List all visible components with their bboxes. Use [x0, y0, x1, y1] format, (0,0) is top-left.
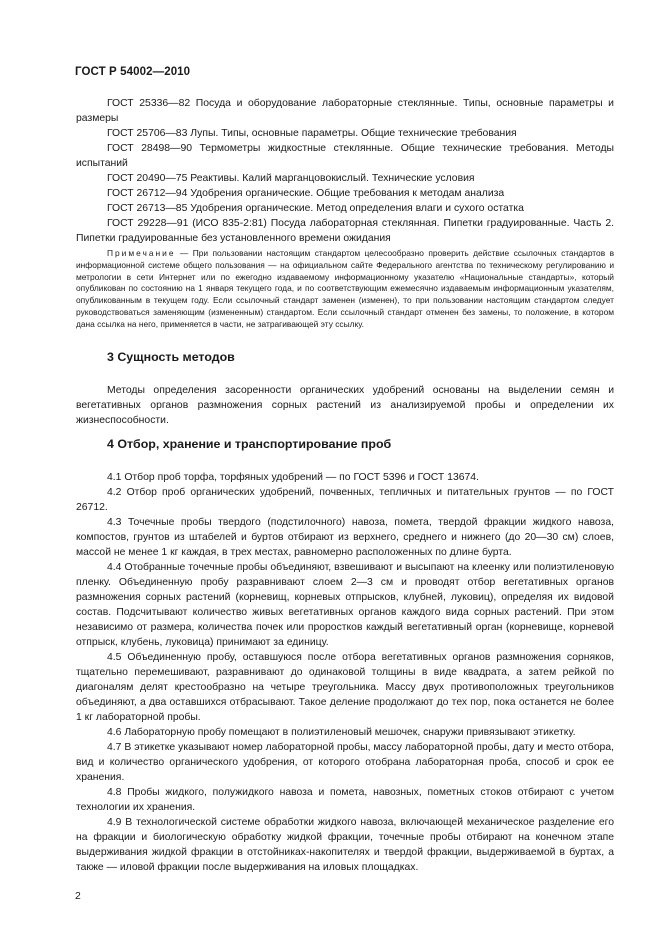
- reference-item: ГОСТ 28498—90 Термометры жидкостные стеклянные. Общие технические требования. Методы испытаний: [76, 143, 614, 169]
- paragraph-4-8: 4.8 Пробы жидкого, полужидкого навоза и помета, навозных, пометных стоков отбирают с учетом технологии их хранения.: [76, 787, 614, 813]
- paragraph-4-7: 4.7 В этикетке указывают номер лабораторной пробы, массу лабораторной пробы, дату и место отбора, вид и количество органического удобрения, от которого отобрана лабораторная проба, способ и срок ее хранения.: [76, 742, 614, 783]
- paragraph-4-5: 4.5 Объединенную пробу, оставшуюся после отбора вегетативных органов размножения сорняков, тщательно перемешивают, разравнивают до одинаковой толщины в виде квадрата, а затем рейкой по диагоналям делят крестообразно на четыре треугольника. Массу двух противоположных треугольников объединяют, а два оставшихся отбрасывают. Такое деление продолжают до тех пор, пока останется не более 1 кг лабораторной пробы.: [76, 652, 614, 723]
- section-3-title: 3 Сущность методов: [107, 350, 235, 364]
- normative-references-list: [76, 96, 614, 246]
- page-number: 2: [75, 891, 81, 902]
- reference-item: ГОСТ 26712—94 Удобрения органические. Общие требования к методам анализа: [107, 188, 505, 199]
- references-note: [76, 248, 614, 331]
- paragraph-4-9: 4.9 В технологической системе обработки жидкого навоза, включающей механическое разделение его на фракции и биологическую обработку жидкой фракции, точечные пробы отбирают на конечном этапе выдерживания жидкой фракции в отстойниках-накопителях и твердой фракции, выдерживаемой в буртах, а также — иловой фракции после выдерживания на иловых площадках.: [76, 817, 614, 873]
- paragraph-4-6: 4.6 Лабораторную пробу помещают в полиэтиленовый мешочек, снаружи привязывают этикетку.: [107, 727, 576, 738]
- section-4-body: [76, 470, 614, 875]
- document-header: ГОСТ Р 54002—2010: [75, 66, 191, 78]
- section-4-title: 4 Отбор, хранение и транспортирование проб: [107, 437, 392, 451]
- note-text: — При пользовании настоящим стандартом целесообразно проверить действие ссылочных стандартов в информационной системе общего пользования — на официальном сайте Федерального агентства по техническому регулированию и метрологии в сети Интернет или по ежегодно издаваемому информационному указателю «Национальные стандарты», который опубликован по состоянию на 1 января текущего года, и по соответствующим ежемесячно издаваемым информационным указателям, опубликованным в текущем году. Если ссылочный стандарт заменен (изменен), то при пользовании настоящим стандартом следует руководствоваться заменяющим (измененным) стандартом. Если ссылочный стандарт отменен без замены, то положение, в котором дана ссылка на него, применяется в части, не затрагивающей эту ссылку.: [76, 248, 615, 329]
- paragraph-4-3: 4.3 Точечные пробы твердого (подстилочного) навоза, помета, твердой фракции жидкого навоза, компостов, грунтов из штабелей и буртов отбирают из верхнего, среднего и нижнего (до 20—30 см) слоев, массой не менее 1 кг каждая, в трех местах, равномерно расположенных по длине бурта.: [76, 517, 614, 558]
- reference-item: ГОСТ 25336—82 Посуда и оборудование лабораторные стеклянные. Типы, основные параметры и размеры: [76, 98, 614, 124]
- reference-item: ГОСТ 26713—85 Удобрения органические. Метод определения влаги и сухого остатка: [107, 203, 524, 214]
- reference-item: ГОСТ 25706—83 Лупы. Типы, основные параметры. Общие технические требования: [107, 128, 517, 139]
- section-3-body: [76, 383, 614, 428]
- reference-item: ГОСТ 20490—75 Реактивы. Калий марганцовокислый. Технические условия: [107, 173, 475, 184]
- paragraph: Методы определения засоренности органических удобрений основаны на выделении семян и вегетативных органов размножения сорных растений из анализируемой пробы и определении их жизнеспособности.: [76, 385, 614, 426]
- paragraph-4-1: 4.1 Отбор проб торфа, торфяных удобрений — по ГОСТ 5396 и ГОСТ 13674.: [107, 472, 479, 483]
- reference-item: ГОСТ 29228—91 (ИСО 835-2:81) Посуда лабораторная стеклянная. Пипетки градуированные. Часть 2. Пипетки градуированные без установленного времени ожидания: [76, 218, 614, 244]
- paragraph-4-2: 4.2 Отбор проб органических удобрений, почвенных, тепличных и питательных грунтов — по ГОСТ 26712.: [76, 487, 614, 513]
- paragraph-4-4: 4.4 Отобранные точечные пробы объединяют, взвешивают и высыпают на клеенку или полиэтиленовую пленку. Объединенную пробу разравнивают слоем 2—3 см и проводят отбор вегетативных органов размножения сорных растений (корневищ, корневых отпрысков, клубней, луковиц), определяя их видовой состав. Подсчитывают количество живых вегетативных органов каждого вида сорных растений. При этом независимо от размера, количества почек или проростков каждый вегетативный орган (корневище, корневой отпрыск, клубень, луковица) принимают за единицу.: [76, 562, 614, 648]
- note-lead: Примечание: [107, 248, 176, 258]
